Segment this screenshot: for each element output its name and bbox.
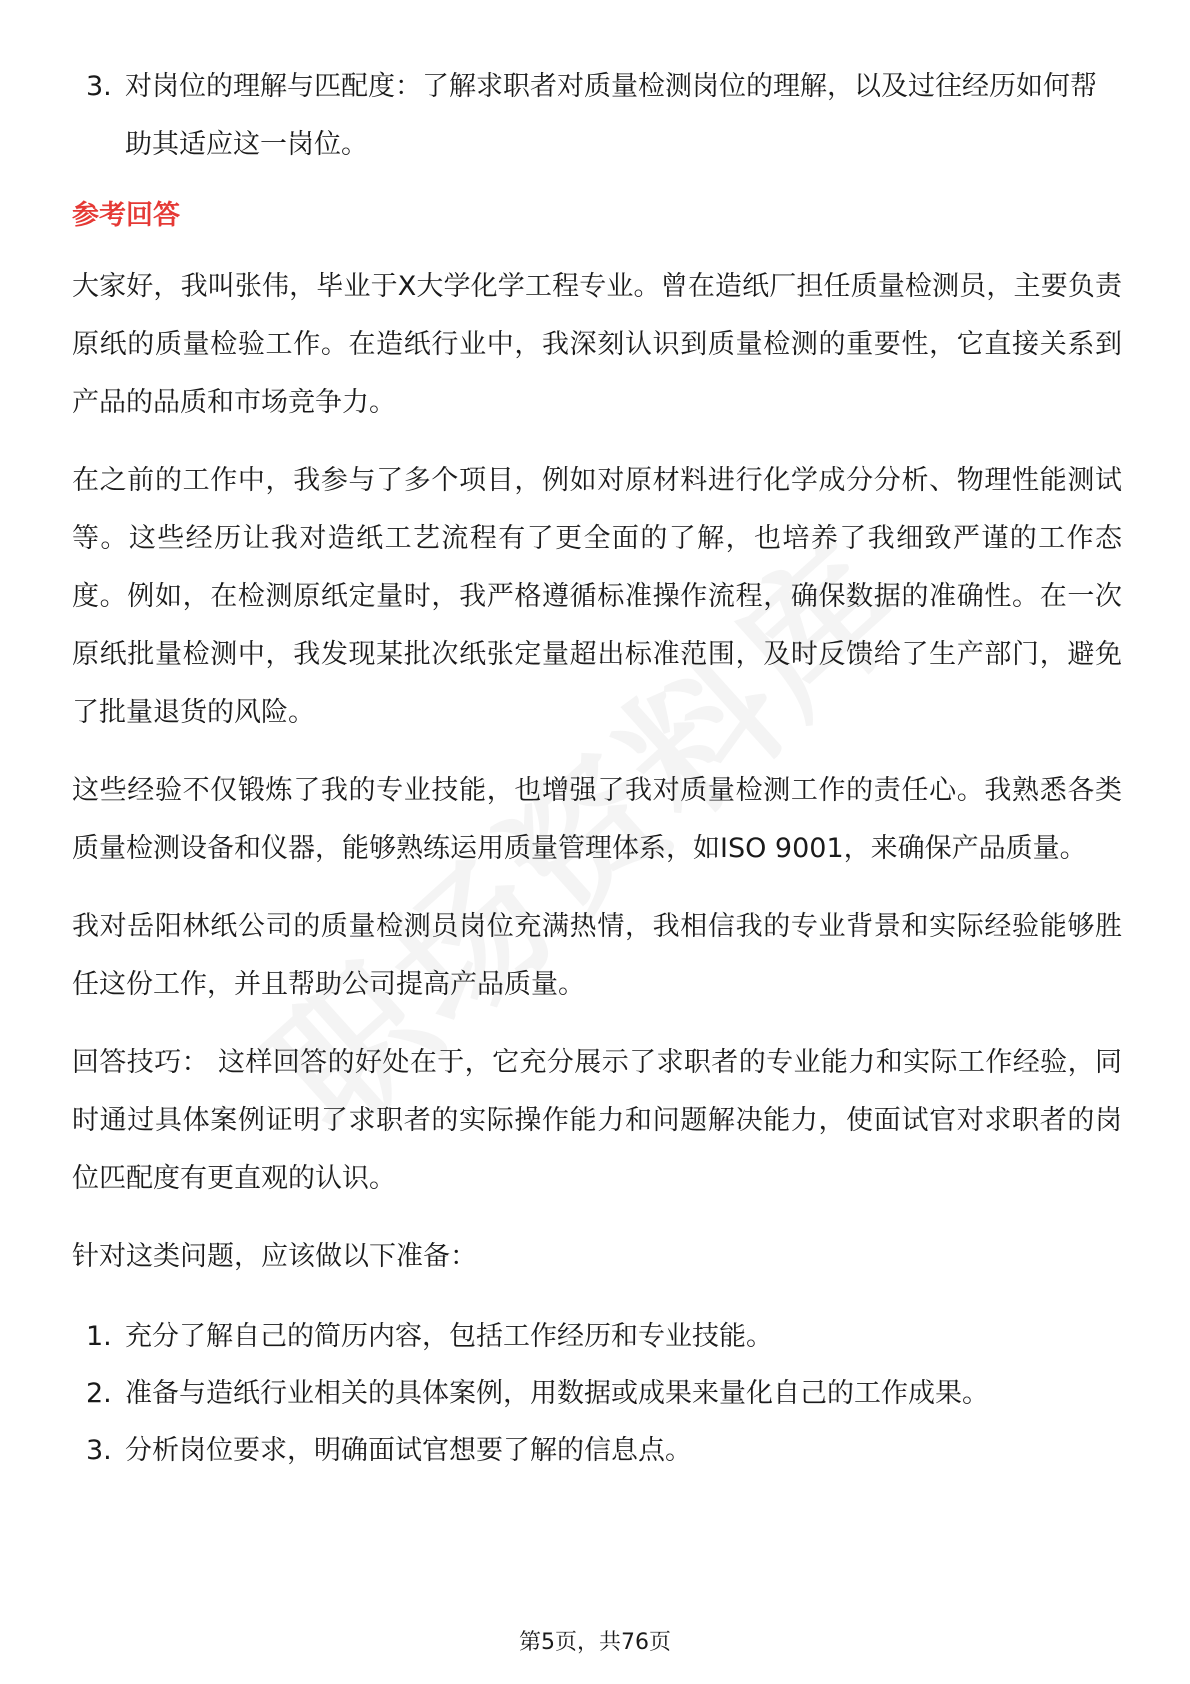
list-item-question-3 bbox=[72, 58, 1122, 174]
list-number: 1. bbox=[86, 1321, 112, 1352]
list-number: 3. bbox=[86, 71, 112, 102]
list-item bbox=[72, 1365, 1122, 1422]
list-item-text: 分析岗位要求，明确面试官想要了解的信息点。 bbox=[125, 1435, 692, 1466]
list-number: 3. bbox=[86, 1435, 112, 1466]
list-item bbox=[72, 1308, 1122, 1365]
answer-tips-paragraph: 回答技巧： 这样回答的好处在于，它充分展示了求职者的专业能力和实际工作经验，同时通过具体案例证明了求职者的实际操作能力和问题解决能力，使面试官对求职者的岗位匹配度有更直观的认识。 bbox=[72, 1047, 1122, 1194]
list-item-text: 充分了解自己的简历内容，包括工作经历和专业技能。 bbox=[125, 1321, 773, 1352]
list-item-text: 对岗位的理解与匹配度：了解求职者对质量检测岗位的理解，以及过往经历如何帮助其适应这一岗位。 bbox=[125, 71, 1097, 160]
page-number-footer: 第5页，共76页 bbox=[519, 1630, 671, 1655]
section-title: 参考回答 bbox=[72, 200, 180, 231]
preparation-intro: 针对这类问题，应该做以下准备： bbox=[72, 1241, 477, 1272]
answer-paragraph-skills: 这些经验不仅锻炼了我的专业技能，也增强了我对质量检测工作的责任心。我熟悉各类质量检测设备和仪器，能够熟练运用质量管理体系，如ISO 9001，来确保产品质量。 bbox=[72, 775, 1122, 864]
list-number: 2. bbox=[86, 1378, 112, 1409]
answer-paragraph-intro: 大家好，我叫张伟，毕业于X大学化学工程专业。曾在造纸厂担任质量检测员，主要负责原纸的质量检验工作。在造纸行业中，我深刻认识到质量检测的重要性，它直接关系到产品的品质和市场竞争力。 bbox=[72, 271, 1122, 418]
answer-paragraph-motivation: 我对岳阳林纸公司的质量检测员岗位充满热情，我相信我的专业背景和实际经验能够胜任这份工作，并且帮助公司提高产品质量。 bbox=[72, 911, 1122, 1000]
answer-paragraph-experience: 在之前的工作中，我参与了多个项目，例如对原材料进行化学成分分析、物理性能测试等。这些经历让我对造纸工艺流程有了更全面的了解，也培养了我细致严谨的工作态度。例如，在检测原纸定量时，我严格遵循标准操作流程，确保数据的准确性。在一次原纸批量检测中，我发现某批次纸张定量超出标准范围，及时反馈给了生产部门，避免了批量退货的风险。 bbox=[72, 465, 1122, 728]
page-content bbox=[72, 58, 1122, 1479]
list-item-text: 准备与造纸行业相关的具体案例，用数据或成果来量化自己的工作成果。 bbox=[125, 1378, 989, 1409]
preparation-list bbox=[72, 1308, 1122, 1479]
list-item bbox=[72, 1422, 1122, 1479]
